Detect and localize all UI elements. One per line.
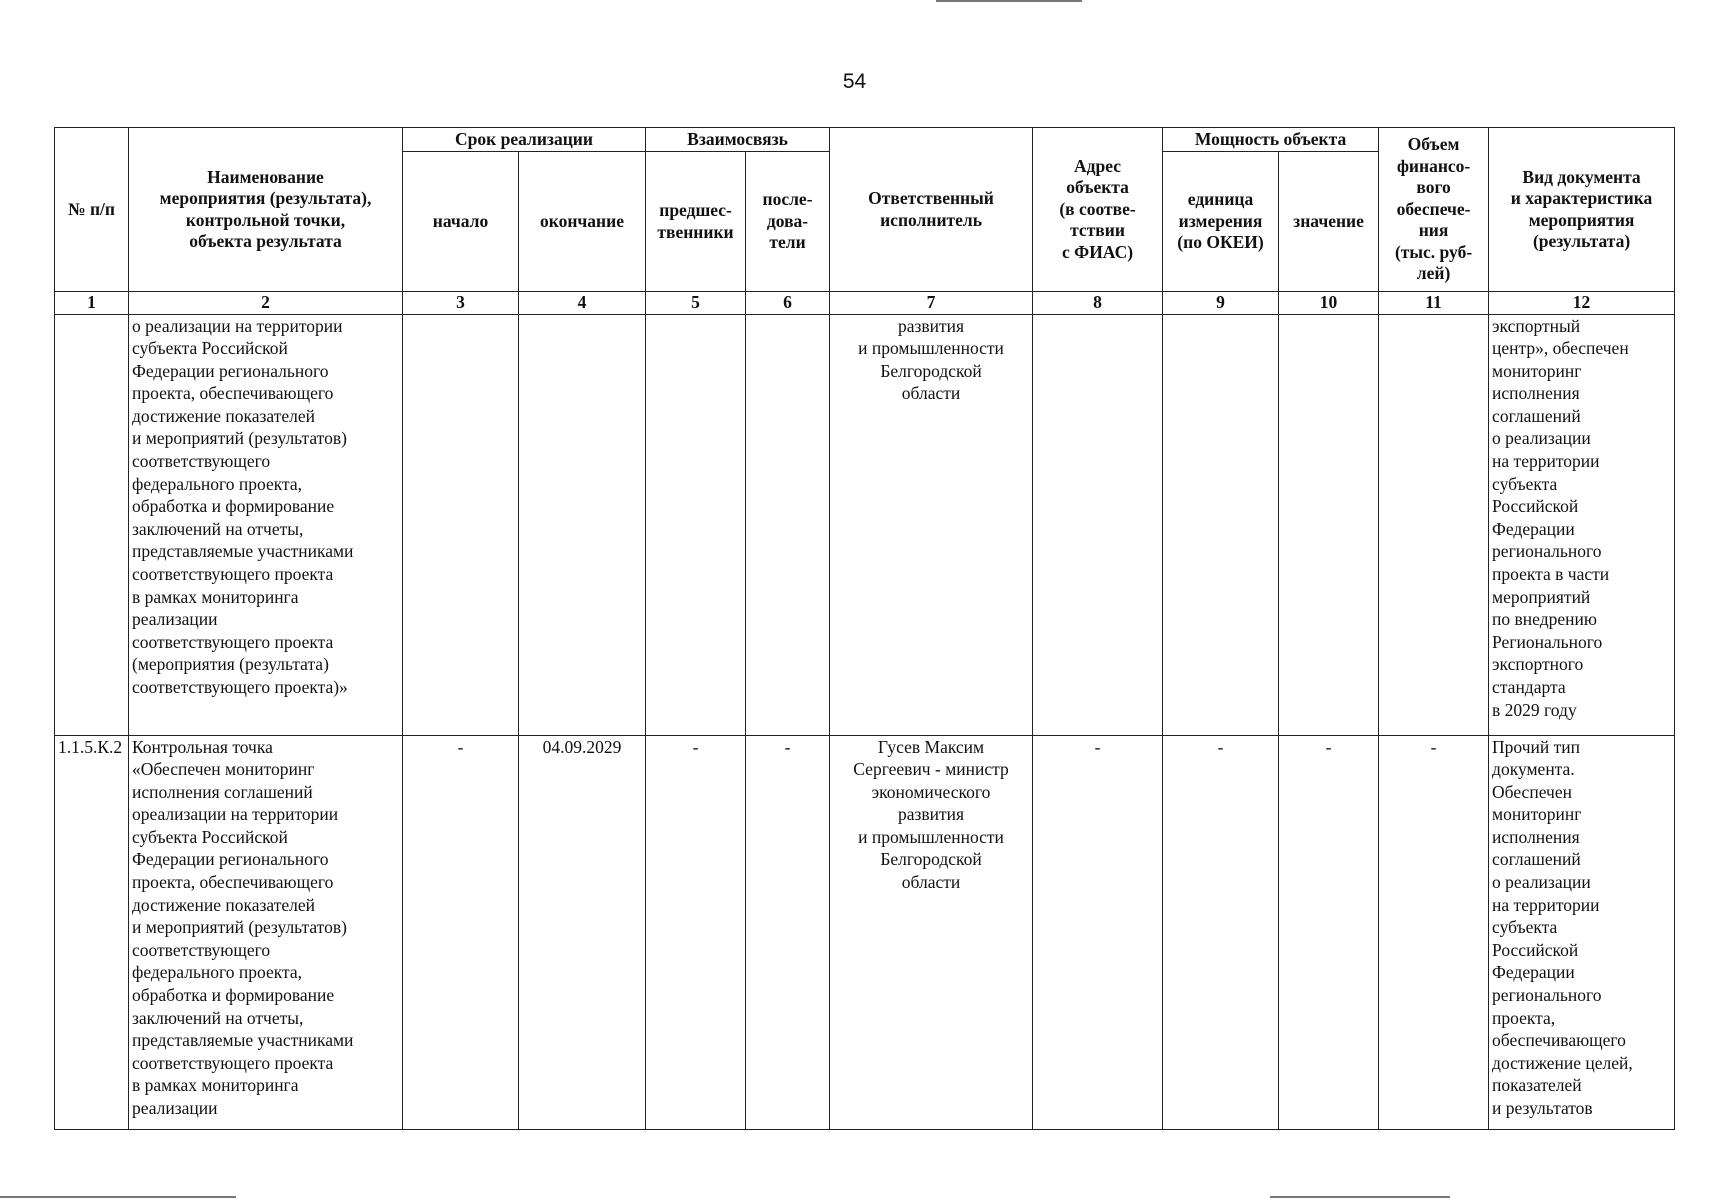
table-row	[55, 735, 1675, 1129]
text-line: Контрольная точка	[132, 736, 273, 757]
text-line: области	[901, 872, 961, 893]
text-line: соответствующего проекта	[132, 631, 334, 652]
text-line: Регионального	[1492, 631, 1603, 652]
text-line: документа.	[1492, 759, 1575, 780]
text-line: проекта, обеспечивающего	[132, 872, 334, 893]
text-line: регионального	[1492, 985, 1602, 1006]
text-line: представляемые участниками	[132, 541, 354, 562]
text-line: мероприятия	[1528, 209, 1635, 230]
text-line: соответствующего проекта)»	[132, 677, 348, 697]
row-doc-type	[1489, 735, 1675, 1129]
text-line: обеспече-	[1396, 198, 1471, 219]
row-successors	[746, 314, 830, 735]
text-line: объекта результата	[189, 231, 342, 251]
text-line: федерального проекта,	[132, 473, 303, 494]
text-line: Федерации регионального	[132, 849, 329, 870]
text-line: (в соотве-	[1059, 198, 1136, 219]
text-line: мониторинг	[1492, 804, 1582, 825]
text-line: Наименование	[207, 166, 324, 187]
column-number: 9	[1163, 292, 1279, 315]
text-line: центр», обеспечен	[1492, 338, 1629, 359]
text-line: представляемые участниками	[132, 1030, 354, 1051]
text-line: соглашений	[1492, 849, 1581, 870]
text-line: стандарта	[1492, 677, 1566, 697]
row-num	[55, 314, 129, 735]
row-value: -	[1279, 735, 1379, 1129]
text-line: исполнения соглашений	[132, 781, 313, 802]
text-line: экспортный	[1492, 315, 1581, 336]
column-number: 2	[129, 292, 403, 315]
text-line: и мероприятий (результатов)	[132, 917, 347, 938]
text-line: Гусев Максим	[877, 736, 985, 757]
header-responsible	[830, 128, 1033, 292]
text-line: исполнения	[1492, 826, 1580, 847]
row-end	[519, 314, 646, 735]
text-line: достижение целей,	[1492, 1052, 1633, 1073]
text-line: обработка и формирование	[132, 496, 335, 517]
text-line: соответствующего	[132, 451, 271, 472]
row-num: 1.1.5.К.2	[55, 735, 129, 1129]
header-name	[129, 128, 403, 292]
row-doc-type	[1489, 314, 1675, 735]
text-line: о реализации на территории	[132, 315, 343, 336]
text-line: Белгородской	[880, 360, 982, 381]
text-line: реализации	[132, 1098, 218, 1118]
text-line: (по ОКЕИ)	[1177, 232, 1264, 253]
row-responsible	[830, 735, 1033, 1129]
text-line: Федерации	[1492, 518, 1575, 539]
text-line: дова-	[766, 210, 809, 231]
text-line: обеспечивающего	[1492, 1030, 1626, 1051]
header-link-group: Взаимосвязь	[646, 128, 830, 152]
row-finance	[1379, 314, 1489, 735]
text-line: твенники	[657, 221, 734, 242]
text-line: развития	[897, 315, 965, 336]
scan-edge-bottom-right	[1270, 1196, 1450, 1198]
text-line: проекта, обеспечивающего	[132, 383, 334, 404]
column-number: 5	[646, 292, 746, 315]
header-capacity-group: Мощность объекта	[1163, 128, 1379, 152]
text-line: обработка и формирование	[132, 985, 335, 1006]
text-line: достижение показателей	[132, 894, 315, 915]
text-line: субъекта	[1492, 917, 1558, 938]
row-name	[129, 314, 403, 735]
text-line: экспортного	[1492, 654, 1584, 675]
text-line: по внедрению	[1492, 609, 1597, 630]
text-line: и промышленности	[858, 826, 1004, 847]
text-line: мероприятий	[1492, 586, 1591, 607]
text-line: в рамках мониторинга	[132, 1075, 299, 1096]
row-responsible	[830, 314, 1033, 735]
text-line: ния	[1418, 220, 1449, 241]
table-row	[55, 314, 1675, 735]
text-line: объекта	[1066, 177, 1129, 198]
text-line: субъекта Российской	[132, 338, 288, 359]
row-predecessors: -	[646, 735, 746, 1129]
text-line: соответствующего	[132, 939, 271, 960]
text-line: и мероприятий (результатов)	[132, 428, 347, 449]
column-number: 3	[403, 292, 519, 315]
row-finance: -	[1379, 735, 1489, 1129]
text-line: заключений на отчеты,	[132, 1007, 304, 1028]
row-end: 04.09.2029	[519, 735, 646, 1129]
text-line: Ответственный	[868, 188, 994, 208]
text-line: проекта в части	[1492, 564, 1610, 585]
text-line: единица	[1187, 189, 1254, 210]
row-value	[1279, 314, 1379, 735]
text-line: ореализации на территории	[132, 804, 339, 825]
text-line: Обеспечен	[1492, 781, 1572, 802]
text-line: соглашений	[1492, 405, 1581, 426]
row-start: -	[403, 735, 519, 1129]
text-line: субъекта	[1492, 473, 1558, 494]
column-number: 4	[519, 292, 646, 315]
text-line: Белгородской	[880, 849, 982, 870]
text-line: федерального проекта,	[132, 962, 303, 983]
text-line: и характеристика	[1510, 188, 1653, 208]
text-line: Российской	[1492, 496, 1579, 517]
row-unit	[1163, 314, 1279, 735]
text-line: исполнения	[1492, 383, 1580, 404]
text-line: проекта,	[1492, 1007, 1556, 1028]
text-line: Прочий тип	[1492, 736, 1581, 757]
header-finance	[1379, 128, 1489, 292]
column-number: 7	[830, 292, 1033, 315]
header-successors	[746, 152, 830, 292]
header-end: окончание	[519, 152, 646, 292]
text-line: мониторинг	[1492, 360, 1582, 381]
text-line: Федерации	[1492, 962, 1575, 983]
text-line: (мероприятия (результата)	[132, 654, 329, 675]
header-value: значение	[1279, 152, 1379, 292]
text-line: области	[901, 383, 961, 404]
header-predecessors	[646, 152, 746, 292]
row-address	[1033, 314, 1163, 735]
text-line: реализации	[132, 609, 218, 630]
column-number: 6	[746, 292, 830, 315]
header-num: № п/п	[55, 128, 129, 292]
text-line: Федерации регионального	[132, 360, 329, 381]
text-line: контрольной точки,	[185, 209, 346, 230]
row-name	[129, 735, 403, 1129]
text-line: в 2029 году	[1492, 699, 1577, 720]
text-line: Объем	[1407, 134, 1460, 155]
row-address: -	[1033, 735, 1163, 1129]
text-line: заключений на отчеты,	[132, 518, 304, 539]
page-number: 54	[842, 70, 867, 93]
text-line: на территории	[1492, 451, 1600, 472]
text-line: после-	[762, 189, 813, 210]
text-line: соответствующего проекта	[132, 564, 334, 585]
header-start: начало	[403, 152, 519, 292]
text-line: Российской	[1492, 939, 1579, 960]
text-line: исполнитель	[880, 209, 982, 230]
header-term-group: Срок реализации	[403, 128, 646, 152]
text-line: регионального	[1492, 541, 1602, 562]
column-number-row	[55, 292, 1675, 315]
column-number: 8	[1033, 292, 1163, 315]
text-line: в рамках мониторинга	[132, 586, 299, 607]
text-line: с ФИАС)	[1062, 241, 1134, 262]
text-line: предшес-	[659, 200, 732, 220]
implementation-plan-table	[54, 127, 1675, 1130]
text-line: (тыс. руб-	[1394, 241, 1473, 262]
header-doc-type	[1489, 128, 1675, 292]
header-address	[1033, 128, 1163, 292]
text-line: о реализации	[1492, 872, 1591, 893]
text-line: достижение показателей	[132, 405, 315, 426]
row-unit: -	[1163, 735, 1279, 1129]
text-line: тствии	[1070, 220, 1125, 241]
text-line: и результатов	[1492, 1098, 1593, 1118]
scan-edge-bottom-left	[0, 1196, 236, 1198]
column-number: 11	[1379, 292, 1489, 315]
scan-edge-top	[936, 0, 1082, 2]
text-line: измерения	[1178, 210, 1263, 231]
row-predecessors	[646, 314, 746, 735]
text-line: субъекта Российской	[132, 826, 288, 847]
text-line: Адрес	[1074, 155, 1122, 176]
text-line: экономического	[871, 781, 991, 802]
text-line: и промышленности	[858, 338, 1004, 359]
text-line: тели	[769, 232, 806, 253]
header-row-1	[55, 128, 1675, 152]
text-line: (результата)	[1532, 231, 1631, 251]
text-line: показателей	[1492, 1075, 1582, 1096]
text-line: финансо-	[1396, 155, 1471, 176]
text-line: вого	[1416, 177, 1451, 198]
column-number: 12	[1489, 292, 1675, 315]
column-number: 1	[55, 292, 129, 315]
text-line: соответствующего проекта	[132, 1052, 334, 1073]
column-number: 10	[1279, 292, 1379, 315]
text-line: Сергеевич - министр	[853, 759, 1009, 780]
row-start	[403, 314, 519, 735]
text-line: на территории	[1492, 894, 1600, 915]
text-line: развития	[897, 804, 965, 825]
row-successors: -	[746, 735, 830, 1129]
text-line: мероприятия (результата),	[159, 188, 372, 208]
header-unit	[1163, 152, 1279, 292]
text-line: Вид документа	[1522, 166, 1641, 187]
text-line: «Обеспечен мониторинг	[132, 759, 315, 780]
text-line: лей)	[1416, 263, 1451, 284]
text-line: о реализации	[1492, 428, 1591, 449]
